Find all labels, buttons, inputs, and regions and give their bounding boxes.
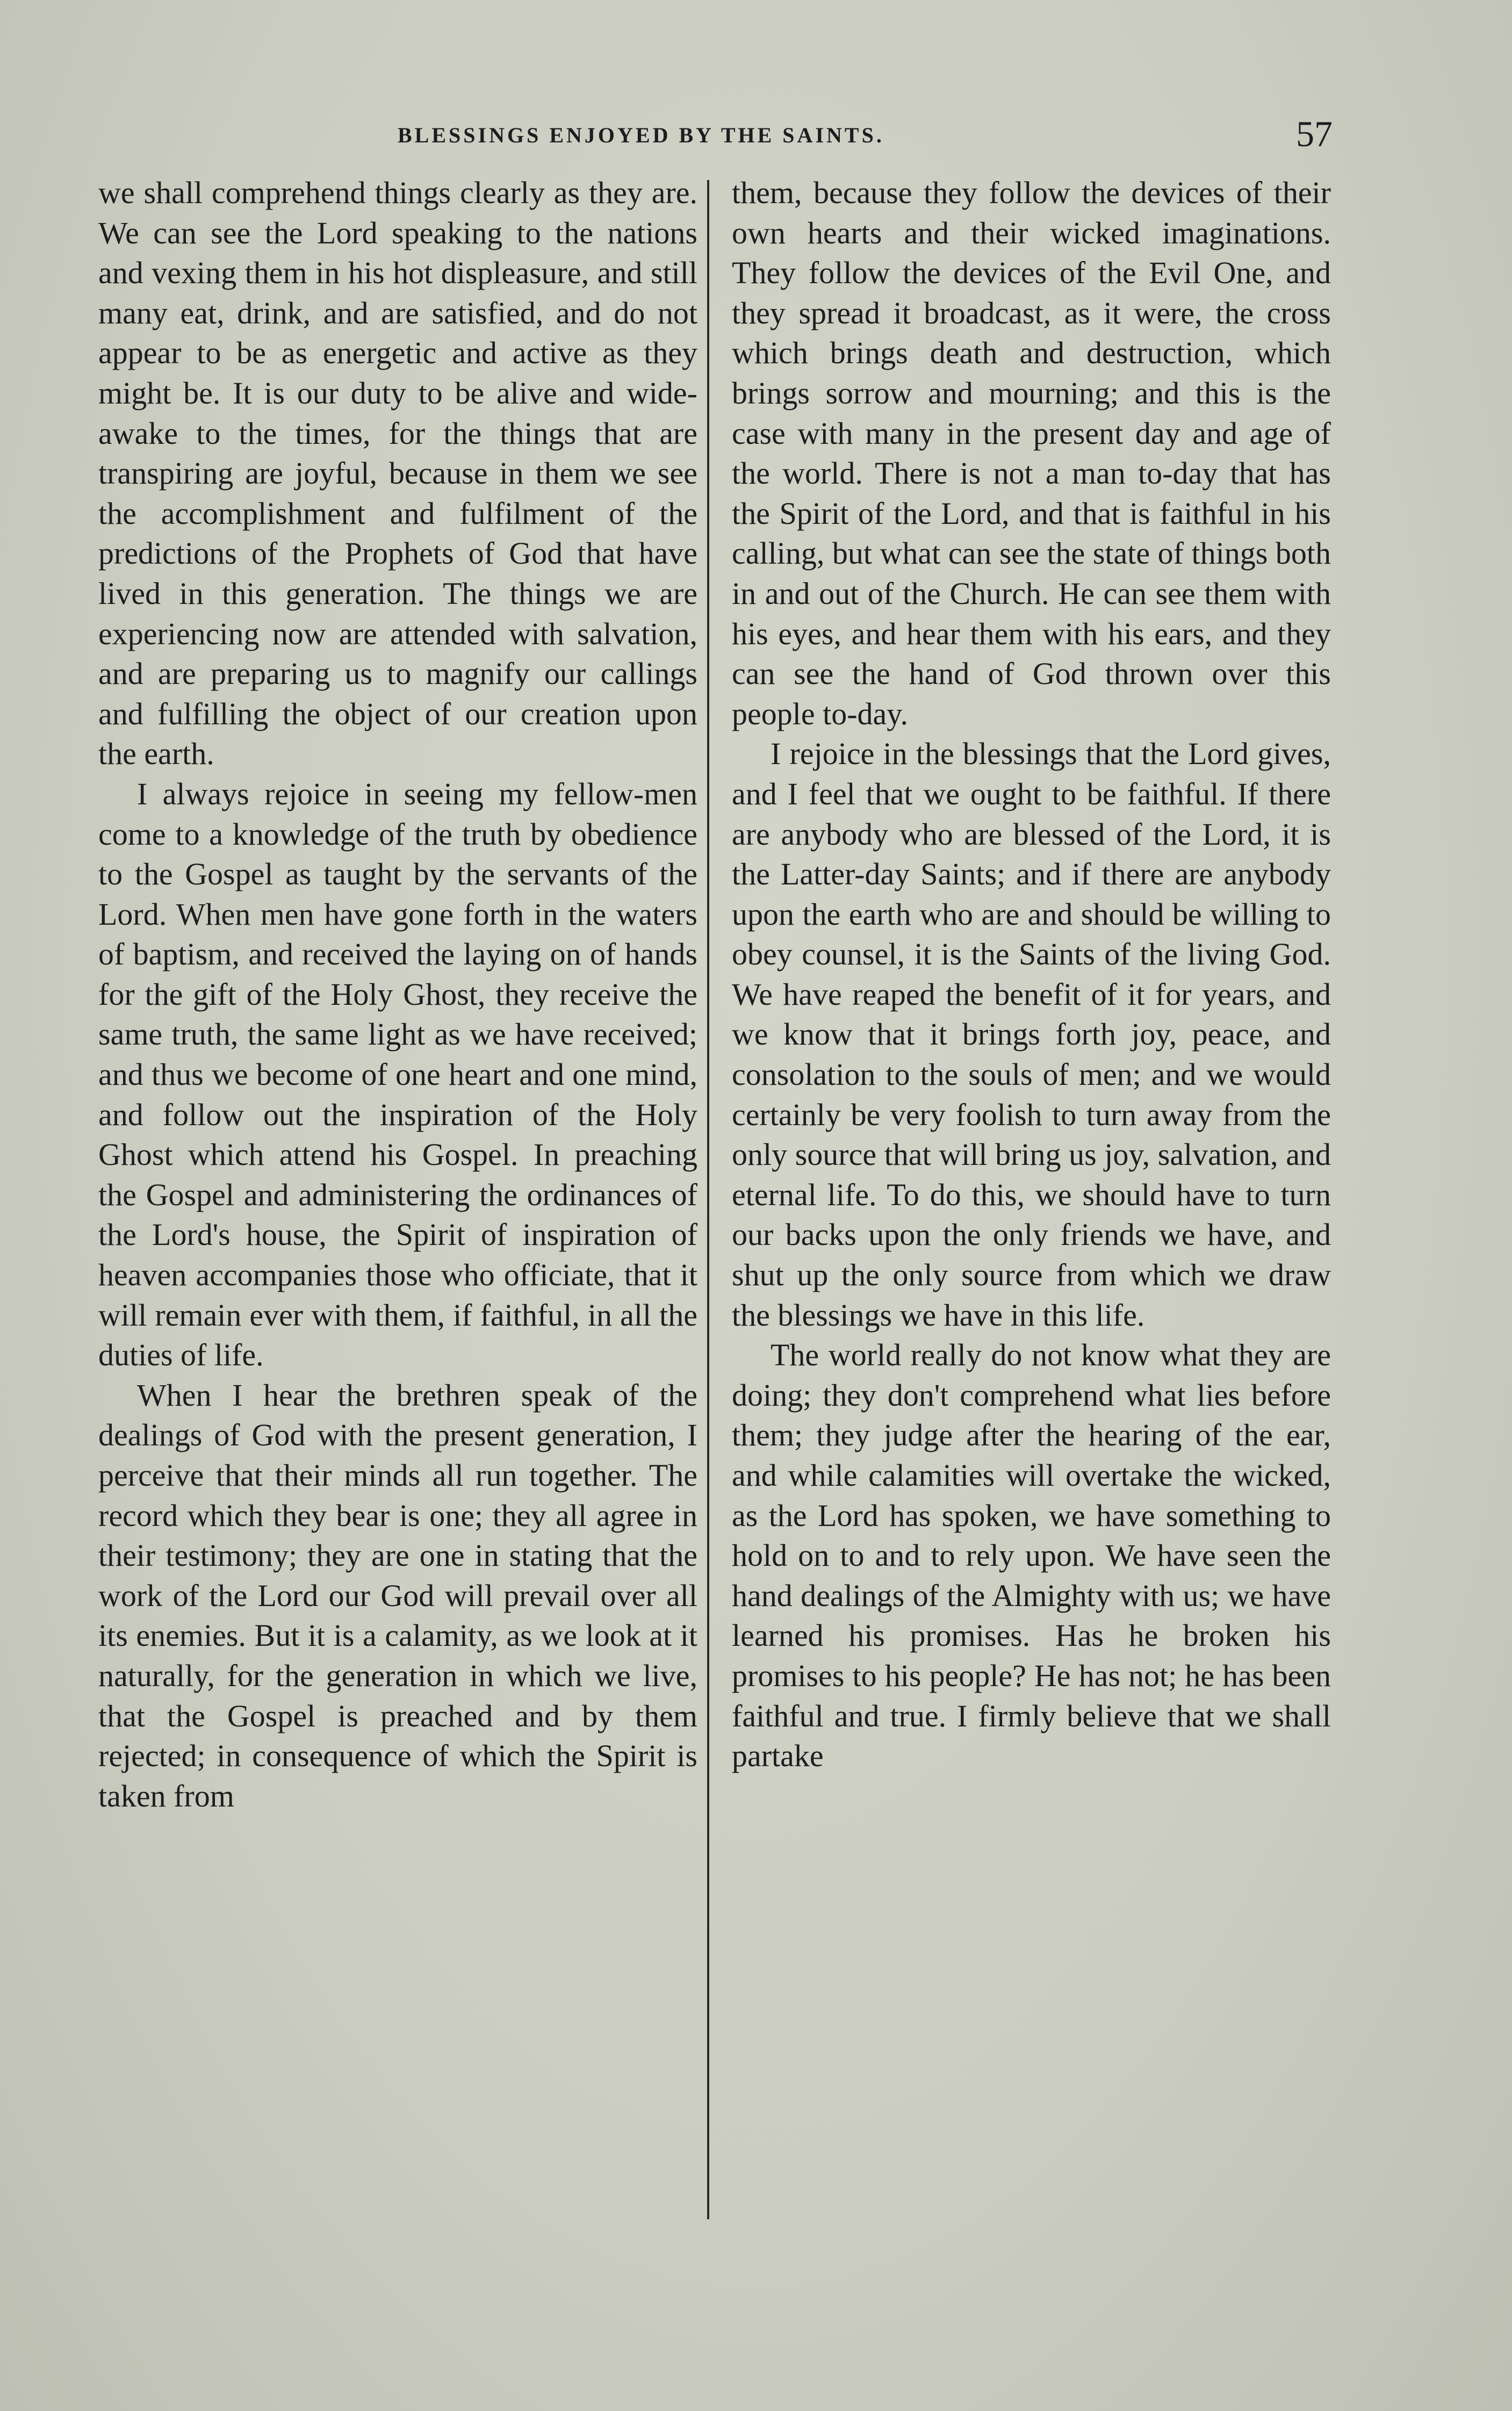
paragraph: I always rejoice in seeing my fellow-men come to a knowledge of the truth by obedience to the Gospel as taught by the servants of the Lord. When men have gone forth in the waters of baptism, and received the laying on of hands for the gift of the Holy Ghost, they receive the same truth, the same light as we have received; and thus we become of one heart and one mind, and follow out the inspiration of the Holy Ghost which attend his Gospel. In preaching the Gospel and administering the ordinances of the Lord's house, the Spirit of inspiration of heaven accompanies those who officiate, that it will remain ever with them, if faithful, in all the duties of life. [98,776,697,1373]
page-number: 57 [1296,113,1333,154]
running-head: BLESSINGS ENJOYED BY THE SAINTS. [398,123,884,147]
right-column [732,173,1331,1776]
left-column [98,173,697,1816]
paragraph: them, because they follow the devices of their own hearts and their wicked imaginations. They follow the devices of the Evil One, and they spread it broadcast, as it were, the cross which brings death and destruction, which brings sorrow and mourning; and this is the case with many in the present day and age of the world. There is not a man to-day that has the Spirit of the Lord, and that is faithful in his calling, but what can see the state of things both in and out of the Church. He can see them with his eyes, and hear them with his ears, and they can see the hand of God thrown over this people to-day. [732,175,1331,731]
paragraph: The world really do not know what they are doing; they don't comprehend what lies before them; they judge after the hearing of the ear, and while calamities will overtake the wicked, as the Lord has spoken, we have something to hold on to and to rely upon. We have seen the hand dealings of the Almighty with us; we have learned his promises. Has he broken his promises to his people? He has not; he has been faithful and true. I firmly believe that we shall partake [732,1337,1331,1774]
paragraph: we shall comprehend things clearly as they are. We can see the Lord speaking to the nations and vexing them in his hot displeasure, and still many eat, drink, and are satisfied, and do not appear to be as energetic and active as they might be. It is our duty to be alive and wide-awake to the times, for the things that are transpiring are joyful, because in them we see the accomplishment and fulfilment of the predictions of the Prophets of God that have lived in this generation. The things we are experiencing now are attended with salvation, and are preparing us to magnify our callings and fulfilling the object of our creation upon the earth. [98,175,697,772]
column-divider [707,180,709,2219]
paragraph: When I hear the brethren speak of the dealings of God with the present generation, I perceive that their minds all run together. The record which they bear is one; they all agree in their testimony; they are one in stating that the work of the Lord our God will prevail over all its enemies. But it is a calamity, as we look at it naturally, for the generation in which we live, that the Gospel is preached and by them rejected; in consequence of which the Spirit is taken from [98,1377,697,1813]
page-header [0,113,1512,161]
paragraph: I rejoice in the blessings that the Lord gives, and I feel that we ought to be faithful. If there are anybody who are blessed of the Lord, it is the Latter-day Saints; and if there are anybody upon the earth who are and should be willing to obey counsel, it is the Saints of the living God. We have reaped the benefit of it for years, and we know that it brings forth joy, peace, and consolation to the souls of men; and we would certainly be very foolish to turn away from the only source that will bring us joy, salvation, and eternal life. To do this, we should have to turn our backs upon the only friends we have, and shut up the only source from which we draw the blessings we have in this life. [732,736,1331,1333]
